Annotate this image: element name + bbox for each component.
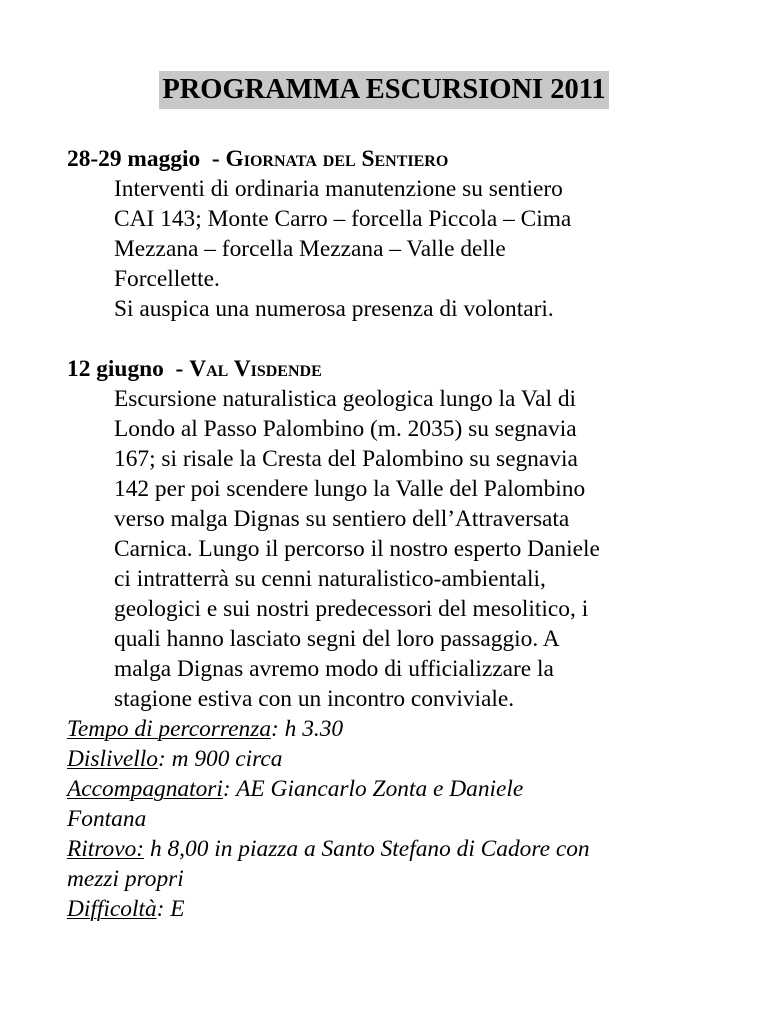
description-line: stagione estiva con un incontro conviviale. (114, 686, 515, 712)
event-name: Val Visdende (189, 356, 322, 382)
document-content (67, 144, 727, 924)
event-separator: - (163, 356, 190, 382)
description-line: Si auspica una numerosa presenza di volontari. (114, 296, 554, 322)
event-date: 12 giugno (67, 356, 164, 382)
detail-label: Accompagnatori (67, 776, 223, 802)
detail-label: Difficoltà (67, 896, 157, 922)
detail-value: h 8,00 in piazza a Santo Stefano di Cadore con (144, 836, 590, 862)
detail-value: : m 900 circa (157, 746, 283, 772)
event-date: 28-29 maggio (67, 146, 201, 172)
event-heading (67, 354, 727, 384)
detail-value-continued: mezzi propri (67, 866, 184, 892)
detail-dislivello (67, 744, 727, 774)
description-line: 167; si risale la Cresta del Palombino su segnavia (114, 446, 578, 472)
event-description (67, 384, 727, 714)
paragraph-spacer (67, 324, 727, 354)
description-line: Interventi di ordinaria manutenzione su sentiero (114, 176, 563, 202)
description-line: 142 per poi scendere lungo la Valle del Palombino (114, 476, 586, 502)
detail-accompagnatori (67, 774, 727, 834)
detail-tempo-percorrenza (67, 714, 727, 744)
document-title: PROGRAMMA ESCURSIONI 2011 (159, 71, 608, 109)
event-val-visdende (67, 354, 727, 924)
description-line: malga Dignas avremo modo di ufficializzare la (114, 656, 554, 682)
description-line: ci intratterrà su cenni naturalistico-ambientali, (114, 566, 546, 592)
detail-difficolta (67, 894, 727, 924)
description-line: geologici e sui nostri predecessori del mesolitico, i (114, 596, 589, 622)
event-description (67, 174, 727, 324)
detail-label: Ritrovo: (67, 836, 145, 862)
event-giornata-del-sentiero (67, 144, 727, 324)
detail-value-continued: Fontana (67, 806, 147, 832)
event-separator: - (200, 146, 226, 172)
description-line: quali hanno lasciato segni del loro passaggio. A (114, 626, 560, 652)
description-line: Londo al Passo Palombino (m. 2035) su segnavia (114, 416, 577, 442)
detail-value: : h 3.30 (271, 716, 344, 742)
event-heading (67, 144, 727, 174)
description-line: CAI 143; Monte Carro – forcella Piccola – Cima (114, 206, 572, 232)
event-name: Giornata del Sentiero (225, 146, 449, 172)
description-line: Escursione naturalistica geologica lungo la Val di (114, 386, 577, 412)
title-container (0, 71, 768, 109)
detail-value: : E (156, 896, 185, 922)
detail-label: Dislivello (67, 746, 158, 772)
description-line: Forcellette. (114, 266, 220, 292)
detail-value: : AE Giancarlo Zonta e Daniele (222, 776, 524, 802)
description-line: verso malga Dignas su sentiero dell’Attraversata (114, 506, 570, 532)
description-line: Carnica. Lungo il percorso il nostro esperto Daniele (114, 536, 600, 562)
detail-label: Tempo di percorrenza (67, 716, 272, 742)
detail-ritrovo (67, 834, 727, 894)
description-line: Mezzana – forcella Mezzana – Valle delle (114, 236, 506, 262)
